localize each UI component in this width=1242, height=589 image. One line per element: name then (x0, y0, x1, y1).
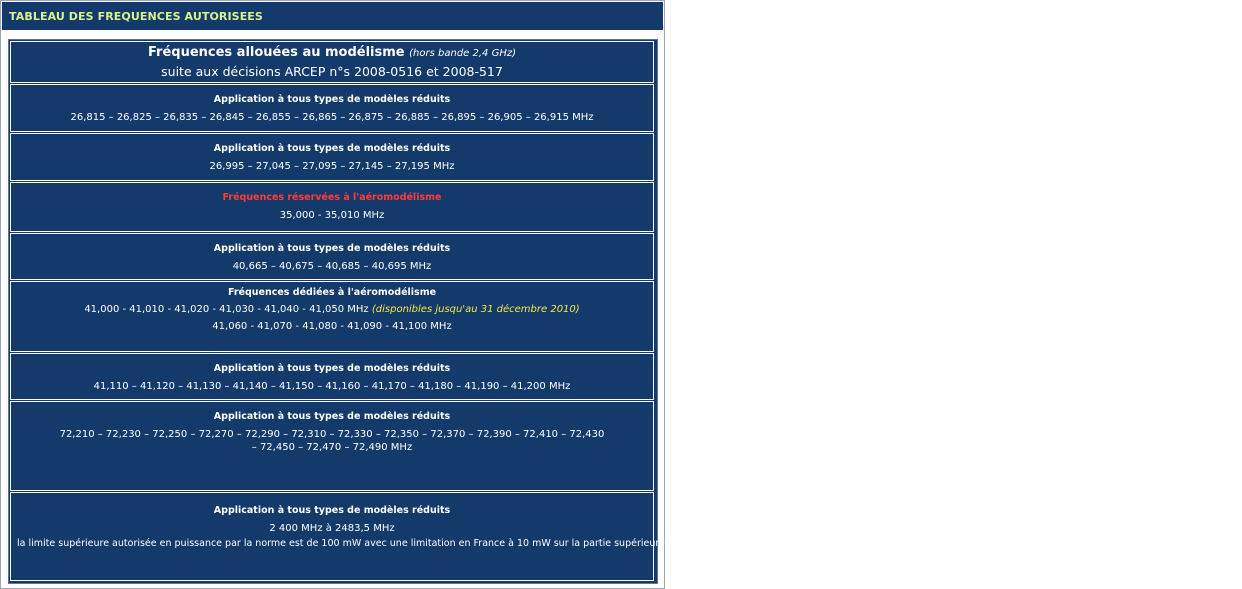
row-frequencies: 41,110 – 41,120 – 41,130 – 41,140 – 41,150 – 41,160 – 41,170 – 41,180 – 41,190 – 41,200 MHz (93, 381, 571, 392)
table-row (10, 401, 654, 491)
table-row (10, 182, 654, 232)
row-frequencies: 35,000 - 35,010 MHz (279, 210, 385, 221)
row-frequencies: 26,815 – 26,825 – 26,835 – 26,845 – 26,855 – 26,865 – 26,875 – 26,885 – 26,895 – 26,905 – 26,915 MHz (70, 112, 594, 123)
page-title: TABLEAU DES FREQUENCES AUTORISEES (9, 10, 263, 23)
row-heading: Application à tous types de modèles réduits (213, 411, 451, 422)
row-heading: Application à tous types de modèles réduits (213, 94, 451, 105)
header-line-2: suite aux décisions ARCEP n°s 2008-0516 et 2008-517 (161, 64, 503, 79)
table-header-row (10, 41, 654, 83)
header-title: Fréquences allouées au modélisme (147, 45, 405, 60)
row-power-note: la limite supérieure autorisée en puissance par la norme est de 100 mW avec une limitation en France à 10 mW sur la partie supérieure de la bande ( 2454 à 2483,5 MHz pour un usage à l'extérieur de bâtiments ( limitation qui n'existe pas rn vol d'intérieur) (17, 538, 1242, 549)
row-heading: Application à tous types de modèles réduits (213, 363, 451, 374)
table-row (10, 133, 654, 181)
table-row (10, 233, 654, 280)
row-heading: Application à tous types de modèles réduits (213, 143, 451, 154)
table-row (10, 281, 654, 352)
row-frequencies-line-2: 41,060 - 41,070 - 41,080 - 41,090 - 41,100 MHz (212, 321, 452, 332)
row-frequencies-line-1: 72,210 – 72,230 – 72,250 – 72,270 – 72,290 – 72,310 – 72,330 – 72,350 – 72,370 – 72,390 – 72,410 – 72,430 (59, 429, 605, 440)
table-row (10, 492, 1242, 581)
row-frequencies-line-2: – 72,450 – 72,470 – 72,490 MHz (251, 442, 413, 453)
row-frequencies: 2 400 MHz à 2483,5 MHz (269, 523, 395, 534)
row-frequencies-line-1 (11, 303, 653, 316)
row-heading: Fréquences dédiées à l'aéromodélisme (227, 287, 437, 298)
table-row (10, 353, 654, 400)
row-frequencies: 40,665 – 40,675 – 40,685 – 40,695 MHz (232, 261, 432, 272)
header-note: (hors bande 2,4 GHz) (409, 48, 517, 59)
row-heading: Application à tous types de modèles réduits (213, 243, 451, 254)
row-frequencies: 41,000 - 41,010 - 41,020 - 41,030 - 41,040 - 41,050 MHz (84, 304, 369, 315)
row-availability-note: (disponibles jusqu'au 31 décembre 2010) (371, 304, 580, 315)
row-frequencies: 26,995 – 27,045 – 27,095 – 27,145 – 27,195 MHz (209, 161, 455, 172)
table-row (10, 84, 654, 132)
frequency-table (8, 39, 1242, 584)
title-bar (2, 2, 663, 30)
row-heading: Application à tous types de modèles réduits (213, 505, 451, 516)
row-heading-reserved: Fréquences réservées à l'aéromodélisme (222, 192, 442, 203)
header-line-1 (11, 44, 653, 63)
